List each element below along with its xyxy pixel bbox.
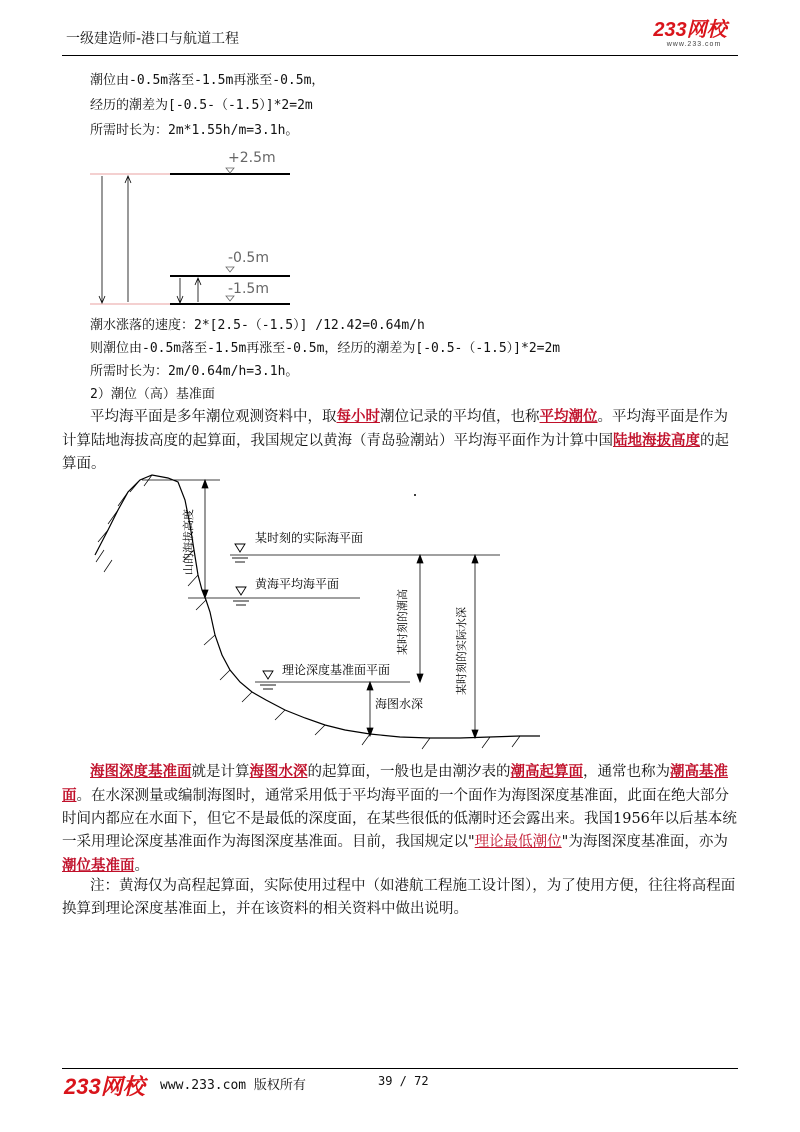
calc1-line1: 潮位由-0.5m落至-1.5m再涨至-0.5m，: [90, 73, 325, 88]
brand-logo[interactable]: 233网校: [653, 19, 727, 41]
datum-diagram: [80, 470, 550, 755]
header-divider: [62, 55, 738, 56]
header-title: 一级建造师-港口与航道工程: [66, 31, 240, 47]
page-number: 39 / 72: [378, 1074, 429, 1088]
label-tide-height: 某时刻的潮高: [396, 589, 409, 655]
keyword-link[interactable]: 平均潮位: [539, 408, 598, 425]
note-paragraph: 注：黄海仅为高程起算面，实际使用过程中（如港航工程施工设计图），为了使用方便，往往将高程面换算到理论深度基准面上，并在该资料的相关资料中做出说明。: [62, 878, 736, 917]
paragraph-mean-sea-level: 平均海平面是多年潮位观测资料中，取每小时潮位记录的平均值，也称平均潮位。平均海平面是作为计算陆地海拔高度的起算面，我国规定以黄海（青岛验潮站）平均海平面作为计算中国陆地海拔高度的起算面。: [62, 408, 729, 472]
label-actual-depth: 某时刻的实际水深: [455, 607, 468, 695]
calc1-line2: 经历的潮差为[-0.5-（-1.5）]*2=2m: [90, 98, 313, 113]
brand-url: www.233.com: [666, 41, 722, 48]
calc2-line2: 则潮位由-0.5m落至-1.5m再涨至-0.5m，经历的潮差为[-0.5-（-1.5）]*2=2m: [90, 341, 561, 356]
keyword-link[interactable]: 海图水深: [249, 763, 308, 780]
label-mountain-height: 山的海拔高度: [182, 509, 195, 575]
section-heading: 2）潮位（高）基准面: [90, 387, 215, 402]
keyword-link[interactable]: 潮高起算面: [510, 763, 583, 780]
tide-level-figure: [80, 140, 320, 315]
keyword-link[interactable]: 每小时: [336, 408, 380, 425]
label-chart-depth: 海图水深: [375, 697, 424, 711]
calc2-line3: 所需时长为：2m/0.64m/h=3.1h。: [90, 364, 299, 379]
water-mark-icon: [263, 671, 273, 679]
footer-divider: [62, 1068, 738, 1069]
keyword-link[interactable]: 海图深度基准面: [90, 763, 192, 780]
footer-logo[interactable]: 233网校: [64, 1074, 145, 1099]
label-minus-0-5: -0.5m: [228, 250, 269, 266]
keyword-link[interactable]: 陆地海拔高度: [613, 432, 700, 449]
keyword-link[interactable]: 潮位基准面: [62, 857, 135, 874]
keyword-link[interactable]: 潮高基准面: [62, 763, 728, 804]
label-theoretical-datum: 理论深度基准面平面: [282, 663, 391, 677]
footer-copyright: www.233.com 版权所有: [160, 1078, 306, 1093]
water-mark-icon: [226, 267, 234, 272]
water-mark-icon: [226, 168, 234, 173]
water-mark-icon: [236, 587, 246, 595]
calc1-line3: 所需时长为：2m*1.55h/m=3.1h。: [90, 123, 299, 138]
label-actual-sea-level: 某时刻的实际海平面: [255, 531, 364, 545]
water-mark-icon: [235, 544, 245, 552]
label-plus-2-5: +2.5m: [228, 150, 276, 166]
paragraph-chart-datum: 海图深度基准面就是计算海图水深的起算面，一般也是由潮汐表的潮高起算面，通常也称为潮高基准面。在水深测量或编制海图时，通常采用低于平均海平面的一个面作为海图深度基准面，此面在绝大部分时间内都应在水面下，但它不是最低的深度面，在某些很低的低潮时还会露出来。我国1956年以后基本统一采用理论深度基准面作为海图深度基准面。目前，我国规定以"理论最低潮位"为海图深度基准面，亦为潮位基准面。: [62, 763, 737, 874]
label-yellow-sea-mean: 黄海平均海平面: [255, 577, 340, 591]
calc2-line1: 潮水涨落的速度：2*[2.5-（-1.5）] /12.42=0.64m/h: [90, 318, 425, 333]
keyword-link[interactable]: 理论最低潮位: [474, 834, 562, 850]
seabed-profile: [95, 475, 540, 738]
label-minus-1-5: -1.5m: [228, 281, 269, 297]
